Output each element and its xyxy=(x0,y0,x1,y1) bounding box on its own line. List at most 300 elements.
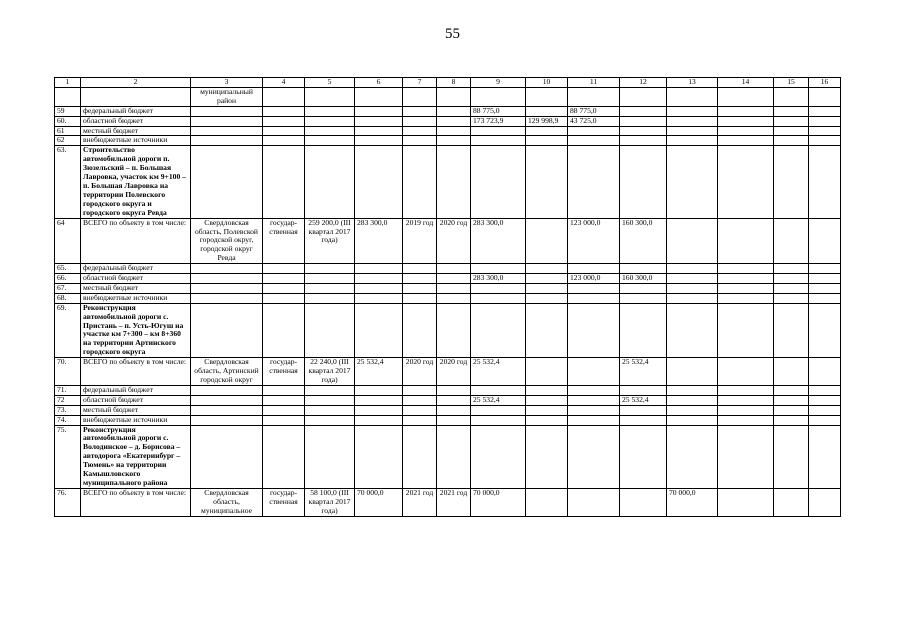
table-cell xyxy=(471,136,526,146)
table-cell xyxy=(809,303,841,357)
table-cell xyxy=(263,395,305,405)
table-cell xyxy=(620,126,667,136)
table-cell xyxy=(809,358,841,386)
table-cell xyxy=(437,425,471,488)
table-cell xyxy=(403,136,437,146)
table-row xyxy=(55,136,841,146)
table-cell xyxy=(355,293,403,303)
table-cell: государ-ственная xyxy=(263,358,305,386)
table-cell xyxy=(437,293,471,303)
table-cell: 25 532,4 xyxy=(471,395,526,405)
table-cell xyxy=(526,395,568,405)
table-cell xyxy=(263,283,305,293)
column-header: 5 xyxy=(305,78,355,88)
table-cell xyxy=(718,385,774,395)
table-cell xyxy=(568,385,620,395)
table-cell xyxy=(526,425,568,488)
table-row xyxy=(55,106,841,116)
table-cell xyxy=(263,136,305,146)
table-cell xyxy=(568,415,620,425)
table-cell: областной бюджет xyxy=(81,274,191,284)
table-cell: 25 532,4 xyxy=(620,395,667,405)
table-cell: 70. xyxy=(55,358,81,386)
table-cell xyxy=(355,274,403,284)
page-number: 55 xyxy=(445,26,460,42)
table-cell xyxy=(774,293,809,303)
table-cell xyxy=(526,218,568,264)
budget-table xyxy=(54,77,841,517)
table-cell: 72 xyxy=(55,395,81,405)
table-cell: Строительство автомобильной дороги п. Зюзельский – п. Большая Лавровка, участок км 9+100 – п. Большая Лавровка на территории Полевского городского округа и городского округа Ревда xyxy=(81,146,191,218)
table-cell xyxy=(471,415,526,425)
table-cell xyxy=(809,218,841,264)
table-cell xyxy=(355,264,403,274)
table-cell xyxy=(263,116,305,126)
table-cell xyxy=(667,116,718,126)
table-cell xyxy=(437,395,471,405)
table-cell xyxy=(809,264,841,274)
table-row xyxy=(55,126,841,136)
table-cell: 61 xyxy=(55,126,81,136)
table-cell xyxy=(774,358,809,386)
table-cell xyxy=(568,126,620,136)
table-cell xyxy=(437,405,471,415)
table-cell xyxy=(568,87,620,106)
table-cell: 22 240,0 (III квартал 2017 года) xyxy=(305,358,355,386)
table-cell xyxy=(718,146,774,218)
table-cell xyxy=(568,293,620,303)
table-cell xyxy=(403,303,437,357)
column-header: 9 xyxy=(471,78,526,88)
table-cell: ВСЕГО по объекту в том числе: xyxy=(81,218,191,264)
column-header: 16 xyxy=(809,78,841,88)
table-cell xyxy=(774,218,809,264)
table-cell xyxy=(403,293,437,303)
table-cell xyxy=(403,283,437,293)
table-cell xyxy=(403,415,437,425)
table-cell: 43 725,0 xyxy=(568,116,620,126)
column-header: 3 xyxy=(191,78,263,88)
table-cell xyxy=(305,283,355,293)
table-cell xyxy=(774,264,809,274)
table-cell xyxy=(355,415,403,425)
table-cell xyxy=(305,415,355,425)
table-cell xyxy=(667,415,718,425)
table-cell xyxy=(809,293,841,303)
table-cell: государ-ственная xyxy=(263,218,305,264)
table-cell: федеральный бюджет xyxy=(81,264,191,274)
table-cell xyxy=(403,116,437,126)
table-cell xyxy=(526,136,568,146)
column-header: 11 xyxy=(568,78,620,88)
table-cell: муниципальный район xyxy=(191,87,263,106)
table-cell xyxy=(191,146,263,218)
table-row xyxy=(55,274,841,284)
table-cell xyxy=(355,283,403,293)
table-cell xyxy=(403,106,437,116)
table-cell xyxy=(620,415,667,425)
table-cell xyxy=(437,385,471,395)
table-cell xyxy=(718,218,774,264)
column-header: 10 xyxy=(526,78,568,88)
table-cell xyxy=(437,146,471,218)
table-cell xyxy=(191,303,263,357)
table-cell xyxy=(526,283,568,293)
table-cell xyxy=(526,126,568,136)
table-cell xyxy=(471,126,526,136)
table-cell: внебюджетные источники xyxy=(81,136,191,146)
table-row xyxy=(55,415,841,425)
table-cell xyxy=(526,264,568,274)
table-cell: 160 300,0 xyxy=(620,274,667,284)
table-cell xyxy=(191,415,263,425)
table-cell xyxy=(526,358,568,386)
table-cell xyxy=(526,293,568,303)
table-cell xyxy=(620,385,667,395)
table-cell: 71. xyxy=(55,385,81,395)
table-body xyxy=(55,78,841,517)
table-cell xyxy=(568,405,620,415)
table-cell xyxy=(809,146,841,218)
table-cell xyxy=(718,136,774,146)
table-cell xyxy=(667,405,718,415)
table-cell: Реконструкция автомобильной дороги с. Пристань – п. Усть-Югуш на участке км 7+300 – км 8+360 на территории Артинского городского округа xyxy=(81,303,191,357)
table-cell xyxy=(263,146,305,218)
table-cell xyxy=(437,264,471,274)
table-cell: 64 xyxy=(55,218,81,264)
table-cell: 74. xyxy=(55,415,81,425)
table-cell xyxy=(809,116,841,126)
table-cell xyxy=(568,488,620,516)
table-cell xyxy=(355,146,403,218)
table-cell xyxy=(620,488,667,516)
table-cell xyxy=(774,405,809,415)
column-header: 4 xyxy=(263,78,305,88)
table-cell: 173 723,9 xyxy=(471,116,526,126)
table-cell: 73. xyxy=(55,405,81,415)
table-cell xyxy=(568,283,620,293)
table-cell: местный бюджет xyxy=(81,405,191,415)
table-cell xyxy=(81,87,191,106)
table-row xyxy=(55,264,841,274)
table-row xyxy=(55,385,841,395)
table-cell: областной бюджет xyxy=(81,395,191,405)
table-cell xyxy=(774,303,809,357)
table-cell xyxy=(809,126,841,136)
table-cell xyxy=(809,136,841,146)
table-cell xyxy=(568,303,620,357)
table-cell: 25 532,4 xyxy=(471,358,526,386)
table-cell xyxy=(191,385,263,395)
table-cell xyxy=(568,146,620,218)
table-cell xyxy=(718,116,774,126)
table-cell xyxy=(568,136,620,146)
table-cell xyxy=(718,274,774,284)
table-cell: 60. xyxy=(55,116,81,126)
table-cell xyxy=(471,293,526,303)
table-cell: местный бюджет xyxy=(81,126,191,136)
table-cell xyxy=(667,293,718,303)
table-cell: 283 300,0 xyxy=(471,274,526,284)
table-cell xyxy=(355,303,403,357)
table-row xyxy=(55,405,841,415)
table-cell xyxy=(526,303,568,357)
table-cell xyxy=(718,293,774,303)
table-cell: 129 998,9 xyxy=(526,116,568,126)
table-cell xyxy=(55,87,81,106)
table-cell xyxy=(809,405,841,415)
table-cell: 69. xyxy=(55,303,81,357)
table-cell xyxy=(526,87,568,106)
table-cell xyxy=(305,293,355,303)
table-cell xyxy=(620,106,667,116)
table-cell xyxy=(718,126,774,136)
table-cell: Реконструкция автомобильной дороги с. Володинское – д. Борисова – автодорога «Екатеринбург – Тюмень» на территории Камышловского муниципального района xyxy=(81,425,191,488)
table-cell: 2021 год xyxy=(437,488,471,516)
table-cell xyxy=(718,283,774,293)
table-cell xyxy=(437,106,471,116)
table-cell xyxy=(774,126,809,136)
table-cell xyxy=(667,126,718,136)
table-cell xyxy=(718,264,774,274)
table-cell xyxy=(191,395,263,405)
table-cell xyxy=(568,358,620,386)
table-row xyxy=(55,87,841,106)
column-header: 1 xyxy=(55,78,81,88)
table-cell xyxy=(403,146,437,218)
table-cell xyxy=(620,264,667,274)
table-cell: 25 532,4 xyxy=(355,358,403,386)
header-row xyxy=(55,78,841,88)
table-cell xyxy=(667,283,718,293)
table-cell xyxy=(667,425,718,488)
table-cell: 67. xyxy=(55,283,81,293)
table-cell xyxy=(809,415,841,425)
table-cell xyxy=(403,126,437,136)
table-cell xyxy=(355,385,403,395)
table-cell xyxy=(305,116,355,126)
table-cell xyxy=(355,395,403,405)
table-cell xyxy=(355,136,403,146)
table-cell xyxy=(263,126,305,136)
table-cell: ВСЕГО по объекту в том числе: xyxy=(81,488,191,516)
table-cell: 2021 год xyxy=(403,488,437,516)
table-cell xyxy=(305,425,355,488)
table-cell: внебюджетные источники xyxy=(81,293,191,303)
table-cell xyxy=(620,283,667,293)
table-cell xyxy=(809,488,841,516)
table-cell xyxy=(191,274,263,284)
table-cell xyxy=(437,116,471,126)
table-cell xyxy=(437,87,471,106)
table-cell: Свердловская область, Артинский городской округ xyxy=(191,358,263,386)
table-cell: 123 000,0 xyxy=(568,218,620,264)
table-cell xyxy=(568,395,620,405)
table-cell xyxy=(774,415,809,425)
table-cell xyxy=(809,106,841,116)
table-cell xyxy=(526,415,568,425)
table-cell xyxy=(305,274,355,284)
table-cell xyxy=(667,146,718,218)
table-cell xyxy=(620,87,667,106)
table-cell: федеральный бюджет xyxy=(81,385,191,395)
column-header: 8 xyxy=(437,78,471,88)
table-cell xyxy=(471,283,526,293)
table-cell xyxy=(191,126,263,136)
table-cell: 259 200,0 (III квартал 2017 года) xyxy=(305,218,355,264)
table-cell xyxy=(809,87,841,106)
table-cell xyxy=(305,106,355,116)
table-cell xyxy=(191,425,263,488)
table-cell xyxy=(191,116,263,126)
table-cell xyxy=(263,303,305,357)
table-cell: областной бюджет xyxy=(81,116,191,126)
table-cell: 66. xyxy=(55,274,81,284)
table-cell xyxy=(667,274,718,284)
table-cell xyxy=(437,126,471,136)
table-cell: Свердловская область, Полевской городской округ, городской округ Ревда xyxy=(191,218,263,264)
table-cell: государ-ственная xyxy=(263,488,305,516)
table-cell: 58 100,0 (III квартал 2017 года) xyxy=(305,488,355,516)
table-row xyxy=(55,395,841,405)
table-cell xyxy=(263,274,305,284)
table-cell: 123 000,0 xyxy=(568,274,620,284)
table-cell xyxy=(355,425,403,488)
table-cell: 88 775,0 xyxy=(568,106,620,116)
table-cell xyxy=(774,106,809,116)
table-cell xyxy=(471,425,526,488)
table-cell xyxy=(437,415,471,425)
table-cell: 68. xyxy=(55,293,81,303)
table-cell xyxy=(471,87,526,106)
table-row xyxy=(55,425,841,488)
table-cell xyxy=(355,116,403,126)
table-row xyxy=(55,293,841,303)
table-cell: 76. xyxy=(55,488,81,516)
table-cell xyxy=(305,303,355,357)
table-cell xyxy=(620,293,667,303)
table-cell xyxy=(191,293,263,303)
table-cell xyxy=(774,274,809,284)
table-cell: Свердловская область, муниципальное xyxy=(191,488,263,516)
table-row xyxy=(55,303,841,357)
table-cell xyxy=(403,87,437,106)
table-cell xyxy=(718,106,774,116)
table-cell xyxy=(403,264,437,274)
table-row xyxy=(55,218,841,264)
table-cell xyxy=(403,385,437,395)
table-row xyxy=(55,146,841,218)
table-cell xyxy=(809,385,841,395)
table-row xyxy=(55,358,841,386)
table-cell xyxy=(437,283,471,293)
table-cell xyxy=(667,264,718,274)
table-cell xyxy=(718,415,774,425)
table-cell xyxy=(191,264,263,274)
table-cell xyxy=(774,425,809,488)
table-cell xyxy=(263,87,305,106)
table-cell xyxy=(263,405,305,415)
table-cell xyxy=(526,106,568,116)
table-cell xyxy=(718,395,774,405)
table-cell xyxy=(263,293,305,303)
table-cell xyxy=(620,136,667,146)
table-cell xyxy=(305,126,355,136)
table-cell xyxy=(437,274,471,284)
table-cell xyxy=(809,395,841,405)
table-cell: 160 300,0 xyxy=(620,218,667,264)
table-cell xyxy=(774,136,809,146)
table-cell: 2020 год xyxy=(403,358,437,386)
table-row xyxy=(55,283,841,293)
table-cell xyxy=(403,395,437,405)
table-cell xyxy=(809,425,841,488)
table-row xyxy=(55,488,841,516)
table-cell xyxy=(471,146,526,218)
table-cell xyxy=(667,106,718,116)
table-cell xyxy=(718,358,774,386)
table-cell xyxy=(809,283,841,293)
table-cell xyxy=(568,425,620,488)
table-cell xyxy=(403,425,437,488)
table-cell xyxy=(355,126,403,136)
table-cell xyxy=(568,264,620,274)
column-header: 14 xyxy=(718,78,774,88)
column-header: 2 xyxy=(81,78,191,88)
table-cell xyxy=(718,405,774,415)
table-cell xyxy=(718,425,774,488)
table-cell xyxy=(667,136,718,146)
table-cell xyxy=(305,405,355,415)
table-cell xyxy=(774,283,809,293)
table-cell xyxy=(437,136,471,146)
table-cell xyxy=(667,395,718,405)
table-cell xyxy=(526,385,568,395)
column-header: 15 xyxy=(774,78,809,88)
table-cell xyxy=(667,303,718,357)
table-cell xyxy=(774,395,809,405)
table-cell xyxy=(355,405,403,415)
table-cell xyxy=(774,488,809,516)
table-cell: 70 000,0 xyxy=(667,488,718,516)
table-cell xyxy=(620,303,667,357)
table-cell xyxy=(305,385,355,395)
table-cell xyxy=(667,218,718,264)
table-cell xyxy=(305,264,355,274)
table-cell xyxy=(191,106,263,116)
table-cell: 2019 год xyxy=(403,218,437,264)
table-cell: 63. xyxy=(55,146,81,218)
table-cell xyxy=(471,385,526,395)
table-cell xyxy=(526,274,568,284)
table-cell xyxy=(667,87,718,106)
table-cell xyxy=(263,425,305,488)
table-cell xyxy=(263,106,305,116)
table-cell xyxy=(620,425,667,488)
table-cell xyxy=(471,264,526,274)
table-cell: федеральный бюджет xyxy=(81,106,191,116)
table-cell xyxy=(263,385,305,395)
table-cell: 59 xyxy=(55,106,81,116)
table-cell xyxy=(471,303,526,357)
table-cell xyxy=(437,303,471,357)
table-cell: 283 300,0 xyxy=(471,218,526,264)
table-cell: 65. xyxy=(55,264,81,274)
table-cell: внебюджетные источники xyxy=(81,415,191,425)
table-cell: ВСЕГО по объекту в том числе: xyxy=(81,358,191,386)
table-cell xyxy=(191,283,263,293)
table-cell xyxy=(355,106,403,116)
